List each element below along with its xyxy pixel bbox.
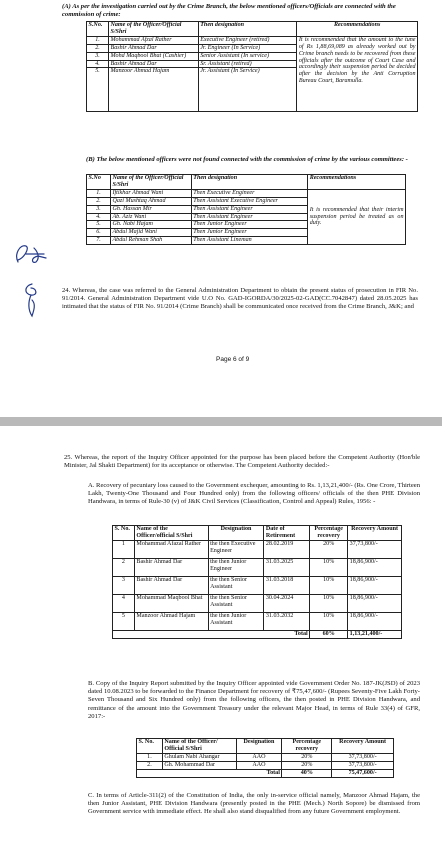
cell-sno: 5 [113, 612, 135, 630]
handwritten-signature-mark [20, 280, 42, 320]
cell-designation: Then Assistant Executive Engineer [191, 197, 308, 205]
cell-designation: the then Senior Assistant [208, 594, 264, 612]
total-percentage: 40% [282, 769, 332, 777]
item-c-dismissal: C. In terms of Article-311(2) of the Constitution of India, the only in-service official namely, Manzoor Ahmad Hajam, the then Junior Assistant, PHE Division Handwara (presently posted in the PHE (Mech.) North Sopore) be dismissed from Government service with immediate effect. He shall also stand disqualified from any future Government employment. [88, 792, 420, 816]
cell-sno: 2 [113, 558, 135, 576]
cell-designation: the then Executive Engineer [208, 540, 264, 558]
cell-amount: 37,73,800/- [348, 540, 402, 558]
document-page-7 [0, 426, 442, 855]
cell-sno: 6. [87, 229, 111, 237]
cell-designation: Then Junior Engineer [191, 221, 308, 229]
cell-designation: Then Assistant Engineer [191, 213, 308, 221]
total-label: Total [137, 769, 282, 777]
cell-percentage: 10% [310, 612, 348, 630]
table-header: S.No. [87, 22, 109, 37]
page-number: Page 6 of 9 [216, 356, 250, 363]
table-c-recovery-officers [112, 525, 402, 639]
cell-percentage: 20% [310, 540, 348, 558]
table-header: Then designation [191, 175, 308, 190]
table-a-connected-officers [86, 21, 418, 112]
cell-sno: 5. [87, 221, 111, 229]
cell-retirement-date: 31.03.2018 [264, 576, 310, 594]
cell-sno: 7. [87, 237, 111, 245]
table-row [87, 36, 418, 44]
table-header: Date of Retirement [264, 526, 310, 541]
cell-amount: 18,86,900/- [348, 576, 402, 594]
cell-sno: 2. [87, 197, 111, 205]
cell-amount: 18,86,900/- [348, 612, 402, 630]
table-header: Name of the Officer/ Official S/Shri [162, 739, 236, 754]
cell-designation: the then Junior Engineer [208, 558, 264, 576]
cell-recommendation: It is recommended that their interim suspension period be treated as on duty. [308, 189, 406, 244]
cell-designation: the then Junior Assistant [208, 612, 264, 630]
table-row [113, 612, 402, 630]
cell-name: Abdul Rehman Shah [110, 237, 191, 245]
cell-name: Iftikhar Ahmad Wani [110, 189, 191, 197]
table-header: Name of the Officer/Official S/Shri [108, 22, 198, 37]
cell-name: Mohammad Maqbool Bhat [134, 594, 208, 612]
table-header: Percentage recovery [282, 739, 332, 754]
cell-sno: 1. [87, 189, 111, 197]
table-header: Percentage recovery [310, 526, 348, 541]
table-header: S. No. [113, 526, 135, 541]
cell-sno: 3 [113, 576, 135, 594]
cell-amount: 37,73,800/- [332, 761, 394, 769]
cell-name: Mohd Maqbool Bhat (Cashier) [108, 52, 198, 60]
table-row [113, 576, 402, 594]
cell-sno: 2. [137, 761, 163, 769]
table-header: Recovery Amount [332, 739, 394, 754]
table-header: Then designation [198, 22, 297, 37]
cell-sno: 4 [113, 594, 135, 612]
cell-name: Gh. Nabi Hajam [110, 221, 191, 229]
cell-name: Ghulam Nabi Ahangar [162, 753, 236, 761]
table-row [113, 558, 402, 576]
section-b-intro: (B) The below mentioned officers were not found connected with the commission of crime by the various committees: - [86, 156, 408, 163]
cell-name: Bashir Ahmad Dar [108, 60, 198, 68]
cell-designation: the then Senior Assistant [208, 576, 264, 594]
cell-sno: 4. [87, 213, 111, 221]
cell-name: Qazi Mushtaq Ahmad [110, 197, 191, 205]
cell-designation: Sr. Assistant (retired) [198, 60, 297, 68]
cell-name: Mohammad Afazal Rather [134, 540, 208, 558]
paragraph-24: 24. Whereas, the case was referred to the General Administration Department to obtain the present status of prosecution in FIR No. 91/2014. General Administration Department vide U.O No. GAD-IGORDA/30/2025-02-GAD(CC.7042847) dated 28.05.2025 has intimated that the status of FIR No. 91/2014 (Crime Branch) shall be communicated once received from the Crime Branch, J&K; and [62, 287, 418, 311]
total-label: Total [113, 630, 310, 638]
total-amount: 1,13,21,400/- [348, 630, 402, 638]
total-percentage: 60% [310, 630, 348, 638]
cell-name: Bashir Ahmad Dar [108, 44, 198, 52]
cell-amount: 18,86,900/- [348, 558, 402, 576]
handwritten-initial-mark [8, 238, 50, 270]
cell-designation: Then Assistant Lineman [191, 237, 308, 245]
cell-amount: 37,73,800/- [332, 753, 394, 761]
cell-percentage: 10% [310, 594, 348, 612]
cell-amount: 18,86,900/- [348, 594, 402, 612]
cell-percentage: 10% [310, 558, 348, 576]
cell-name: Bashir Ahmad Dar [134, 576, 208, 594]
cell-retirement-date: 30.04.2024 [264, 594, 310, 612]
cell-designation: Then Junior Engineer [191, 229, 308, 237]
total-amount: 75,47,600/- [332, 769, 394, 777]
table-row [113, 540, 402, 558]
cell-designation: Jr. Assistant (In Service) [198, 68, 297, 112]
table-header: Designation [208, 526, 264, 541]
cell-name: Ab. Aziz Wani [110, 213, 191, 221]
table-header: Recommendations [308, 175, 406, 190]
cell-name: Gh. Mohammad Dar [162, 761, 236, 769]
section-a-intro: (A) As per the investigation carried out by the Crime Branch, the below mentioned officers/Officials are connected with the commission of crime: [62, 3, 396, 19]
table-header: Name of the Officer/Official S/Shri [110, 175, 191, 190]
cell-sno: 3. [87, 205, 111, 213]
cell-sno: 1 [113, 540, 135, 558]
cell-percentage: 10% [310, 576, 348, 594]
cell-designation: AAO [236, 753, 282, 761]
cell-sno: 1. [87, 36, 109, 44]
cell-retirement-date: 31.03.2025 [264, 558, 310, 576]
table-row [113, 594, 402, 612]
cell-retirement-date: 31.03.2032 [264, 612, 310, 630]
cell-name: Manzoor Ahmad Hajam [134, 612, 208, 630]
cell-recommendation: It is recommended that the amount to the tune of Rs 1,88,69,089 as already worked out by Crime branch needs to be recovered from these officials after the outcome of Court Case and accordingly their suspension period be decided after the decision by the Anti Corruption Bureau Court, Baramulla. [297, 36, 418, 112]
cell-percentage: 20% [282, 761, 332, 769]
item-b-finance-recovery: B. Copy of the Inquiry Report submitted by the Inquiry Officer appointed vide Government Order No. 187-JK(JSD) of 2023 dated 10.08.2023 to be forwarded to the Finance Department for recovery of ₹75,47,600/- (Rupees Seventy-Five Lakh Forty-Seven Thousand and Six Hundred only) from the following officers, the then posted in PHE Division Handwara, and remittance of the amount into the Government Treasury under the relevant Major Head, in terms of Rule 33(4) of GFR, 2017:- [88, 680, 420, 720]
cell-designation: AAO [236, 761, 282, 769]
table-total-row [113, 630, 402, 638]
cell-designation: Then Executive Engineer [191, 189, 308, 197]
cell-sno: 2. [87, 44, 109, 52]
paragraph-25: 25. Whereas, the report of the Inquiry Officer appointed for the purpose has been placed before the Competent Authority (Hon'ble Minister, Jal Shakti Department) for its acceptance or otherwise. The Competent Authority decided:- [64, 454, 420, 470]
cell-designation: Then Assistant Engineer [191, 205, 308, 213]
table-header: Name of the Officer/official S/Shri [134, 526, 208, 541]
table-total-row [137, 769, 394, 777]
cell-sno: 4. [87, 60, 109, 68]
table-row [137, 753, 394, 761]
table-header: Designation [236, 739, 282, 754]
cell-designation: Executive Engineer (retired) [198, 36, 297, 44]
cell-percentage: 20% [282, 753, 332, 761]
cell-sno: 1. [137, 753, 163, 761]
document-page-6 [0, 0, 442, 417]
table-b-not-connected-officers [86, 174, 406, 245]
table-header: S.No [87, 175, 111, 190]
cell-sno: 3. [87, 52, 109, 60]
table-header: S. No. [137, 739, 163, 754]
cell-designation: Senior Assistant (In service) [198, 52, 297, 60]
cell-sno: 5. [87, 68, 109, 112]
cell-designation: Jr. Engineer (In Service) [198, 44, 297, 52]
table-d-finance-recovery [136, 738, 394, 778]
item-a-recovery: A. Recovery of pecuniary loss caused to the Government exchequer, amounting to Rs. 1,13,21,400/- (Rs. One Crore, Thirteen Lakh, Twenty-One Thousand and Four Hundred only) from the following officers/ officials of the then PHE Division Handwara, in terms of Rule-30 (v) of J&K Civil Services (Classification, Control and Appeal) Rules, 1956: - [88, 482, 420, 506]
table-row [87, 189, 406, 197]
cell-name: Mohammad Afzal Rather [108, 36, 198, 44]
cell-name: Bashir Ahmad Dar [134, 558, 208, 576]
cell-name: Abdul Majid Wani [110, 229, 191, 237]
table-header: Recommendations [297, 22, 418, 37]
cell-retirement-date: 28.02.2019 [264, 540, 310, 558]
cell-name: Gh. Hassan Mir [110, 205, 191, 213]
table-row [137, 761, 394, 769]
cell-name: Manzoor Ahmad Hajam [108, 68, 198, 112]
table-header: Recovery Amount [348, 526, 402, 541]
